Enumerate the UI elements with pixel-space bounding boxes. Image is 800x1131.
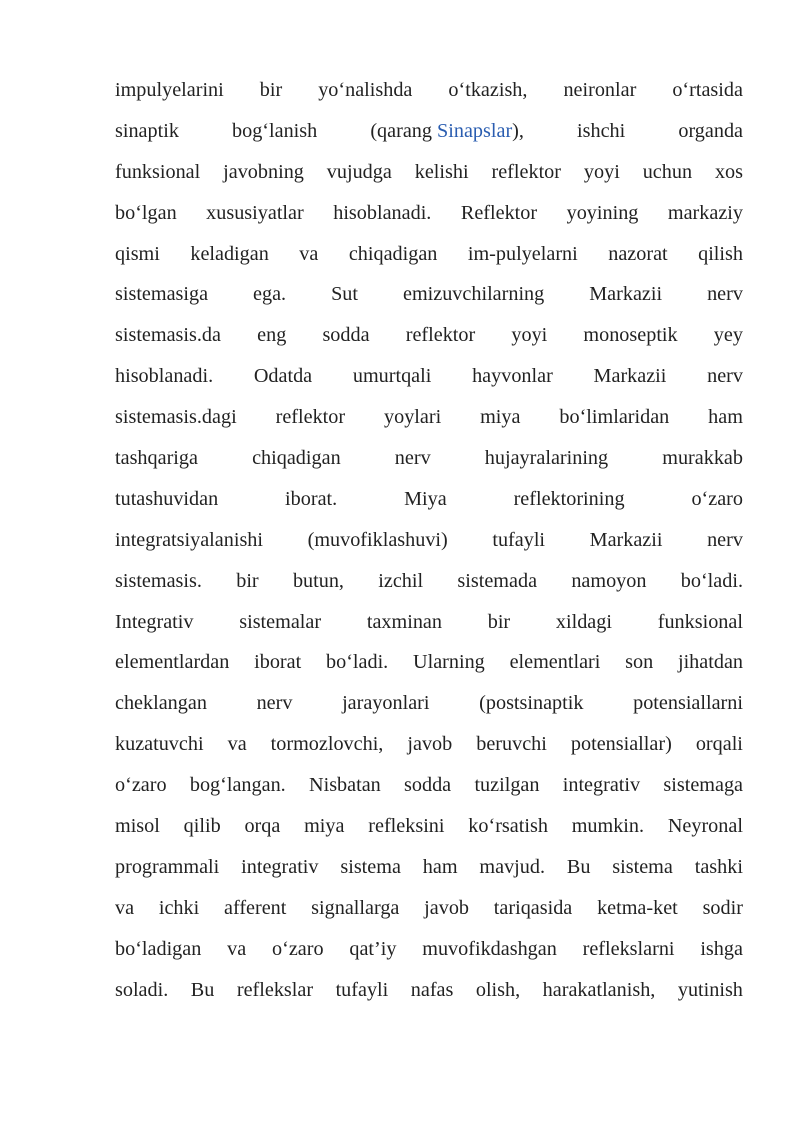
word: elementlardan (115, 651, 230, 674)
text-line (115, 520, 743, 561)
word: nafas (410, 978, 454, 1001)
word: potensiallar) (570, 733, 672, 756)
word: qat’iy (349, 937, 397, 960)
word: o‘tkazish, (448, 79, 528, 101)
word: sodda (404, 774, 452, 797)
word: muvofikdashgan (422, 937, 557, 960)
word: izchil (378, 569, 424, 592)
word: Sut (331, 283, 359, 306)
word: (muvofiklashuvi) (307, 528, 448, 551)
text-line (115, 234, 743, 275)
word: beruvchi (476, 733, 547, 756)
word: Integrativ (115, 610, 194, 633)
word: Odatda (253, 365, 313, 388)
word: afferent (224, 896, 287, 919)
text-line (115, 970, 743, 1011)
word: Nisbatan (309, 774, 381, 797)
word: tuzilgan (474, 774, 540, 797)
word: mumkin. (571, 815, 645, 838)
word: hujayralarining (484, 447, 609, 470)
word: integrativ (241, 855, 319, 878)
word: va (299, 242, 319, 265)
paragraph (115, 70, 743, 1010)
word: xos (714, 160, 743, 183)
word: iborat. (285, 487, 338, 510)
word: ), (512, 119, 524, 142)
text-line (115, 397, 743, 438)
word: vujudga (326, 160, 392, 183)
word: chiqadigan (252, 447, 341, 470)
text-line (115, 642, 743, 683)
word: xildagi (555, 610, 612, 633)
word: hisoblanadi. (333, 201, 432, 224)
word: integrativ (562, 774, 641, 797)
word: markaziy (667, 201, 743, 224)
text-line (115, 274, 743, 315)
text-line (115, 111, 743, 152)
word: va (115, 896, 135, 919)
text-line (115, 152, 743, 193)
word: reflekslar (236, 978, 314, 1001)
word: jihatdan (677, 651, 743, 674)
word: harakatlanish, (542, 978, 656, 1001)
word: yey (713, 324, 743, 347)
word: reflektorining (513, 487, 625, 510)
word: tufayli (335, 978, 389, 1001)
word: sistemalar (239, 610, 322, 633)
word: qismi (115, 242, 160, 265)
word: Markazii (593, 365, 667, 388)
word: hayvonlar (472, 365, 553, 388)
word: programmali (115, 855, 220, 878)
word: ketma-ket (597, 896, 678, 919)
word: butun, (292, 569, 344, 592)
text-line (115, 929, 743, 970)
word: bog‘lanish (232, 119, 318, 142)
text-line (115, 806, 743, 847)
word: jarayonlari (342, 692, 430, 715)
word: nerv (707, 365, 743, 388)
word: umurtqali (352, 365, 432, 388)
word: ichki (158, 896, 200, 919)
document-body (115, 70, 743, 1010)
text-line (115, 70, 743, 111)
word: nerv (707, 283, 743, 306)
word: potensiallarni (633, 692, 743, 715)
word: nerv (707, 528, 743, 551)
word: yutinish (677, 978, 743, 1001)
word: bir (236, 569, 259, 592)
word: ishga (700, 937, 743, 960)
word: yoyi (511, 324, 548, 347)
word: tormozlovchi, (270, 733, 384, 756)
word: (qarang (370, 119, 438, 142)
word: integratsiyalanishi (115, 528, 264, 551)
word: cheklangan (115, 692, 207, 715)
word: nerv (256, 692, 293, 715)
word: sistemasiga (115, 283, 209, 306)
word: funksional (115, 160, 201, 183)
word: reflektor (275, 406, 346, 429)
word: bo‘lgan (115, 201, 177, 224)
word: bo‘ladi. (326, 651, 389, 674)
word: namoyon (571, 569, 647, 592)
word: ham (708, 406, 743, 429)
word: qilish (698, 242, 743, 265)
word: Neyronal (667, 815, 743, 838)
text-line (115, 765, 743, 806)
word: sinaptik (115, 119, 179, 142)
word: eng (257, 324, 287, 347)
word: o‘zaro (115, 774, 167, 797)
word: ko‘rsatish (468, 815, 548, 838)
word: tufayli (492, 528, 546, 551)
word: o‘zaro (691, 487, 743, 510)
word: sodir (702, 896, 743, 919)
word: refleksini (368, 815, 445, 838)
word: kuzatuvchi (115, 733, 204, 756)
sinapslar-link[interactable]: Sinapslar (437, 119, 513, 142)
word: ega. (253, 283, 287, 306)
word: xususiyatlar (206, 201, 304, 224)
text-line (115, 724, 743, 765)
word: funksional (657, 610, 743, 633)
word: misol (115, 815, 160, 838)
word: sistemasis.da (115, 324, 221, 347)
word: Bu (566, 855, 591, 878)
word: bir (487, 610, 511, 633)
word: nazorat (608, 242, 668, 265)
word: im-pulyelarni (467, 242, 578, 265)
word: o‘rtasida (672, 79, 743, 101)
word: tariqasida (493, 896, 573, 919)
word: chiqadigan (348, 242, 438, 265)
word: orqali (695, 733, 743, 756)
word: qilib (183, 815, 221, 838)
word: o‘zaro (272, 937, 324, 960)
word: bo‘ladi. (680, 569, 743, 592)
text-line (115, 356, 743, 397)
word: sodda (322, 324, 370, 347)
word: keladigan (190, 242, 269, 265)
link-group (370, 111, 524, 152)
text-line (115, 561, 743, 602)
word: tutashuvidan (115, 487, 219, 510)
word: iborat (254, 651, 302, 674)
word: sistemada (457, 569, 538, 592)
word: sistema (612, 855, 673, 878)
word: signallarga (311, 896, 400, 919)
word: orqa (244, 815, 281, 838)
word: (postsinaptik (479, 692, 584, 715)
word: reflekslarni (582, 937, 675, 960)
word: organda (678, 119, 743, 142)
text-line (115, 602, 743, 643)
word: yoyining (566, 201, 639, 224)
word: va (227, 937, 247, 960)
word: hisoblanadi. (115, 365, 214, 388)
word: taxminan (366, 610, 442, 633)
word: Miya (404, 487, 447, 510)
word: murakkab (662, 447, 743, 470)
text-line (115, 888, 743, 929)
word: sistemasis. (115, 569, 202, 592)
text-line (115, 847, 743, 888)
text-line (115, 193, 743, 234)
word: Bu (190, 978, 215, 1001)
word: Markazii (589, 283, 663, 306)
word: yoylari (384, 406, 442, 429)
word: tashki (694, 855, 743, 878)
word: javob (424, 896, 470, 919)
word: son (625, 651, 654, 674)
word: ishchi (577, 119, 626, 142)
word: sistemasis.dagi (115, 406, 237, 429)
word: javobning (223, 160, 304, 183)
word: kelishi (414, 160, 469, 183)
word: javob (407, 733, 453, 756)
word: tashqariga (115, 447, 198, 470)
word: miya (304, 815, 345, 838)
word: Markazii (589, 528, 663, 551)
text-line (115, 683, 743, 724)
word: reflektor (405, 324, 476, 347)
word: Ularning (413, 651, 485, 674)
text-line (115, 438, 743, 479)
word: bo‘ladigan (115, 937, 202, 960)
word: va (227, 733, 247, 756)
word: bo‘limlaridan (559, 406, 670, 429)
word: uchun (642, 160, 693, 183)
word: nerv (394, 447, 431, 470)
word: ham (422, 855, 458, 878)
word: Reflektor (460, 201, 538, 224)
word: olish, (475, 978, 521, 1001)
word: neironlar (563, 79, 637, 101)
word: miya (480, 406, 521, 429)
text-line (115, 315, 743, 356)
text-line (115, 479, 743, 520)
word: sistemaga (663, 774, 743, 797)
word: emizuvchilarning (402, 283, 545, 306)
word: monoseptik (583, 324, 678, 347)
word: bog‘langan. (189, 774, 286, 797)
word: impulyelarini (115, 79, 224, 101)
word: yoyi (583, 160, 620, 183)
word: sistema (340, 855, 401, 878)
word: soladi. (115, 978, 169, 1001)
word: reflektor (491, 160, 561, 183)
word: elementlari (509, 651, 601, 674)
word: bir (259, 79, 283, 101)
word: yo‘nalishda (318, 79, 413, 101)
word: mavjud. (479, 855, 546, 878)
